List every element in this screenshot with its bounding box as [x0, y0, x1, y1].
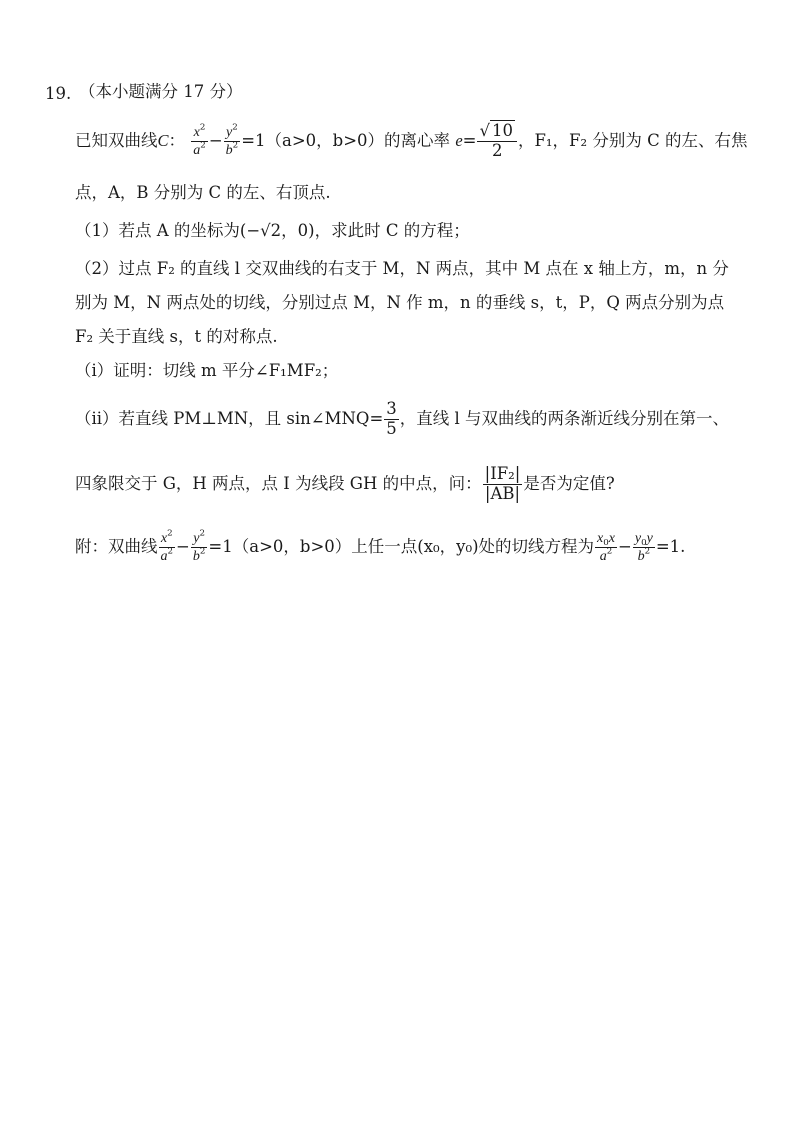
curve-name: C: [157, 130, 169, 150]
tangent-y-fraction: $\frac{y_0y}{b^2}$: [634, 531, 653, 565]
tangent-x-fraction: $\frac{x_0x}{a^2}$: [597, 531, 616, 565]
eccentricity-denominator: 2: [491, 140, 503, 160]
sqrt-radicand: 10: [491, 121, 513, 140]
x2-over-a2: $\frac{x^2}{a^2}$: [193, 122, 206, 158]
question-prefix: 四象限交于 G，H 两点，点 I 为线段 GH 的中点，问：: [75, 473, 482, 493]
statement-line-1: 已知双曲线C： $\frac{x^2}{a^2}$ − $\frac{y^2}{b^2}$ =1（a>0，b>0）的离心率 e= $\frac{√ 10}{2}$ ，F₁，F₂ 分别为 C 的左、右焦: [75, 121, 748, 160]
colon: ：: [168, 130, 186, 150]
eccentricity-var: e: [455, 130, 463, 150]
y2-over-b2: $\frac{y^2}{b^2}$: [225, 122, 239, 158]
sin-value: $\frac{3}{5}$: [386, 399, 397, 438]
question-suffix: 是否为定值?: [523, 473, 615, 493]
appendix-tail: =1.: [655, 537, 686, 557]
part-1: （1）若点 A 的坐标为(−√2，0)，求此时 C 的方程；: [75, 221, 470, 240]
eccentricity-value: $\frac{√ 10}{2}$: [477, 122, 517, 161]
sub-part-i: （i）证明：切线 m 平分∠F₁MF₂；: [75, 361, 339, 380]
sub-part-ii: [75, 400, 729, 439]
part-2-line-3: F₂ 关于直线 s，t 的对称点.: [75, 327, 278, 346]
foci-text: ，F₁，F₂ 分别为 C 的左、右焦: [517, 130, 748, 150]
appendix-prefix: 附：双曲线: [75, 537, 158, 557]
problem-number: 19.: [45, 84, 72, 103]
appendix-mid: =1（a>0，b>0）上任一点(x₀，y₀)处的切线方程为: [208, 537, 595, 557]
part-2-line-2: 别为 M，N 两点处的切线，分别过点 M，N 作 m，n 的垂线 s，t，P，Q 两点分别为点: [75, 293, 725, 312]
statement-prefix: 已知双曲线: [75, 130, 158, 150]
equals-sign: =: [462, 130, 477, 150]
statement-line-2: 点，A，B 分别为 C 的左、右顶点.: [75, 183, 331, 202]
part-2-line-1: （2）过点 F₂ 的直线 l 交双曲线的右支于 M，N 两点，其中 M 点在 x 轴上方，m，n 分: [75, 259, 729, 278]
sub-part-ii-prefix: （ii）若直线 PM⊥MN，且 sin∠MNQ=: [75, 408, 384, 428]
question-line: [75, 465, 615, 504]
problem-header: （本小题满分 17 分）: [79, 82, 243, 101]
appendix-x-fraction: $\frac{x^2}{a^2}$: [160, 528, 174, 565]
appendix-y-fraction: $\frac{y^2}{b^2}$: [192, 528, 206, 565]
ratio-fraction: $\frac{\text{|IF₂|}}{|AB|}$: [484, 464, 521, 503]
sub-part-ii-suffix: ，直线 l 与双曲线的两条渐近线分别在第一、: [399, 408, 730, 428]
equation-tail: =1（a>0，b>0）的离心率: [241, 130, 451, 150]
appendix-line: 附：双曲线 $\frac{x^2}{a^2}$ − $\frac{y^2}{b^2}$ =1（a>0，b>0）上任一点(x₀，y₀)处的切线方程为 $\frac{x_0x}{a^2}$ − $\frac{y_0y}{b^2}$ =1.: [75, 528, 686, 565]
